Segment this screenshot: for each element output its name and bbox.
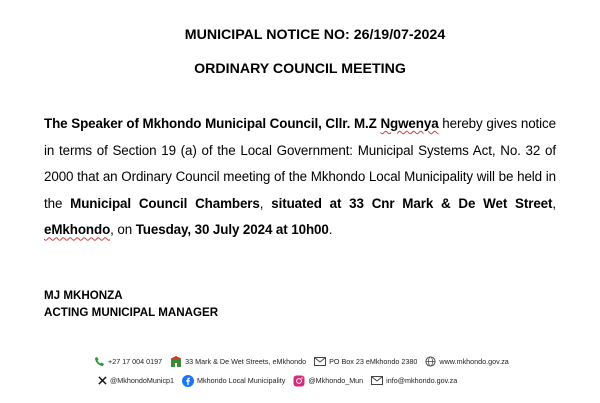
facebook-icon	[182, 375, 194, 387]
footer-row-2	[94, 371, 534, 390]
signatory-title: ACTING MUNICIPAL MANAGER	[44, 306, 219, 319]
footer-email-text[interactable]: info@mkhondo.gov.za	[386, 376, 458, 385]
venue-name: Municipal Council Chambers	[70, 195, 260, 211]
footer-facebook[interactable]	[182, 375, 285, 387]
body-sep-3: , on	[110, 222, 136, 238]
body-sep-2: ,	[552, 195, 556, 211]
instagram-icon	[293, 375, 305, 387]
speaker-surname: Ngwenya	[380, 116, 439, 131]
venue-town: eMkhondo	[44, 222, 111, 238]
footer-instagram-text[interactable]: @Mkhondo_Mun	[308, 376, 364, 385]
footer-phone-text: +27 17 004 0197	[108, 357, 163, 366]
footer-website-text[interactable]: www.mkhondo.gov.za	[439, 357, 509, 366]
footer-facebook-text[interactable]: Mkhondo Local Municipality	[197, 376, 286, 385]
footer-email[interactable]	[371, 376, 457, 385]
footer-pobox	[314, 357, 417, 366]
meeting-date: Tuesday, 30 July 2024 at 10h00	[135, 222, 329, 238]
footer-address-text: 33 Mark & De Wet Streets, eMkhondo	[185, 357, 307, 366]
x-logo-icon	[98, 376, 107, 385]
meeting-title: ORDINARY COUNCIL MEETING	[194, 61, 406, 77]
globe-icon	[425, 356, 436, 367]
body-text-1: hereby gives notice in terms of Section 19 (a) of the Local Government: Municipal Systems Act, No. 32 of 2000 that an Ordinary Council meeting of the Mkhondo Local Municipality will be held in the	[44, 116, 556, 211]
footer-x[interactable]	[98, 376, 174, 385]
footer-address	[170, 356, 306, 367]
signatory-name: MJ MKHONZA	[44, 289, 123, 302]
email-icon	[371, 376, 383, 385]
speaker-intro: The Speaker of Mkhondo Municipal Council, Cllr. M.Z	[44, 116, 381, 131]
footer	[94, 352, 534, 390]
signoff	[44, 287, 218, 321]
building-icon	[170, 356, 182, 367]
footer-row-1	[94, 352, 534, 371]
mail-icon	[314, 357, 326, 366]
footer-website[interactable]	[425, 356, 508, 367]
notice-body	[44, 111, 556, 244]
body-sep-1: ,	[259, 195, 272, 211]
notice-number: MUNICIPAL NOTICE NO: 26/19/07-2024	[184, 27, 446, 43]
footer-phone	[94, 356, 162, 367]
footer-instagram[interactable]	[293, 375, 363, 387]
footer-pobox-text: PO Box 23 eMkhondo 2380	[329, 357, 418, 366]
body-end: .	[328, 222, 333, 238]
phone-icon	[94, 356, 105, 367]
venue-address: situated at 33 Cnr Mark & De Wet Street	[271, 195, 553, 211]
footer-x-text[interactable]: @MkhondoMunicp1	[110, 376, 175, 385]
